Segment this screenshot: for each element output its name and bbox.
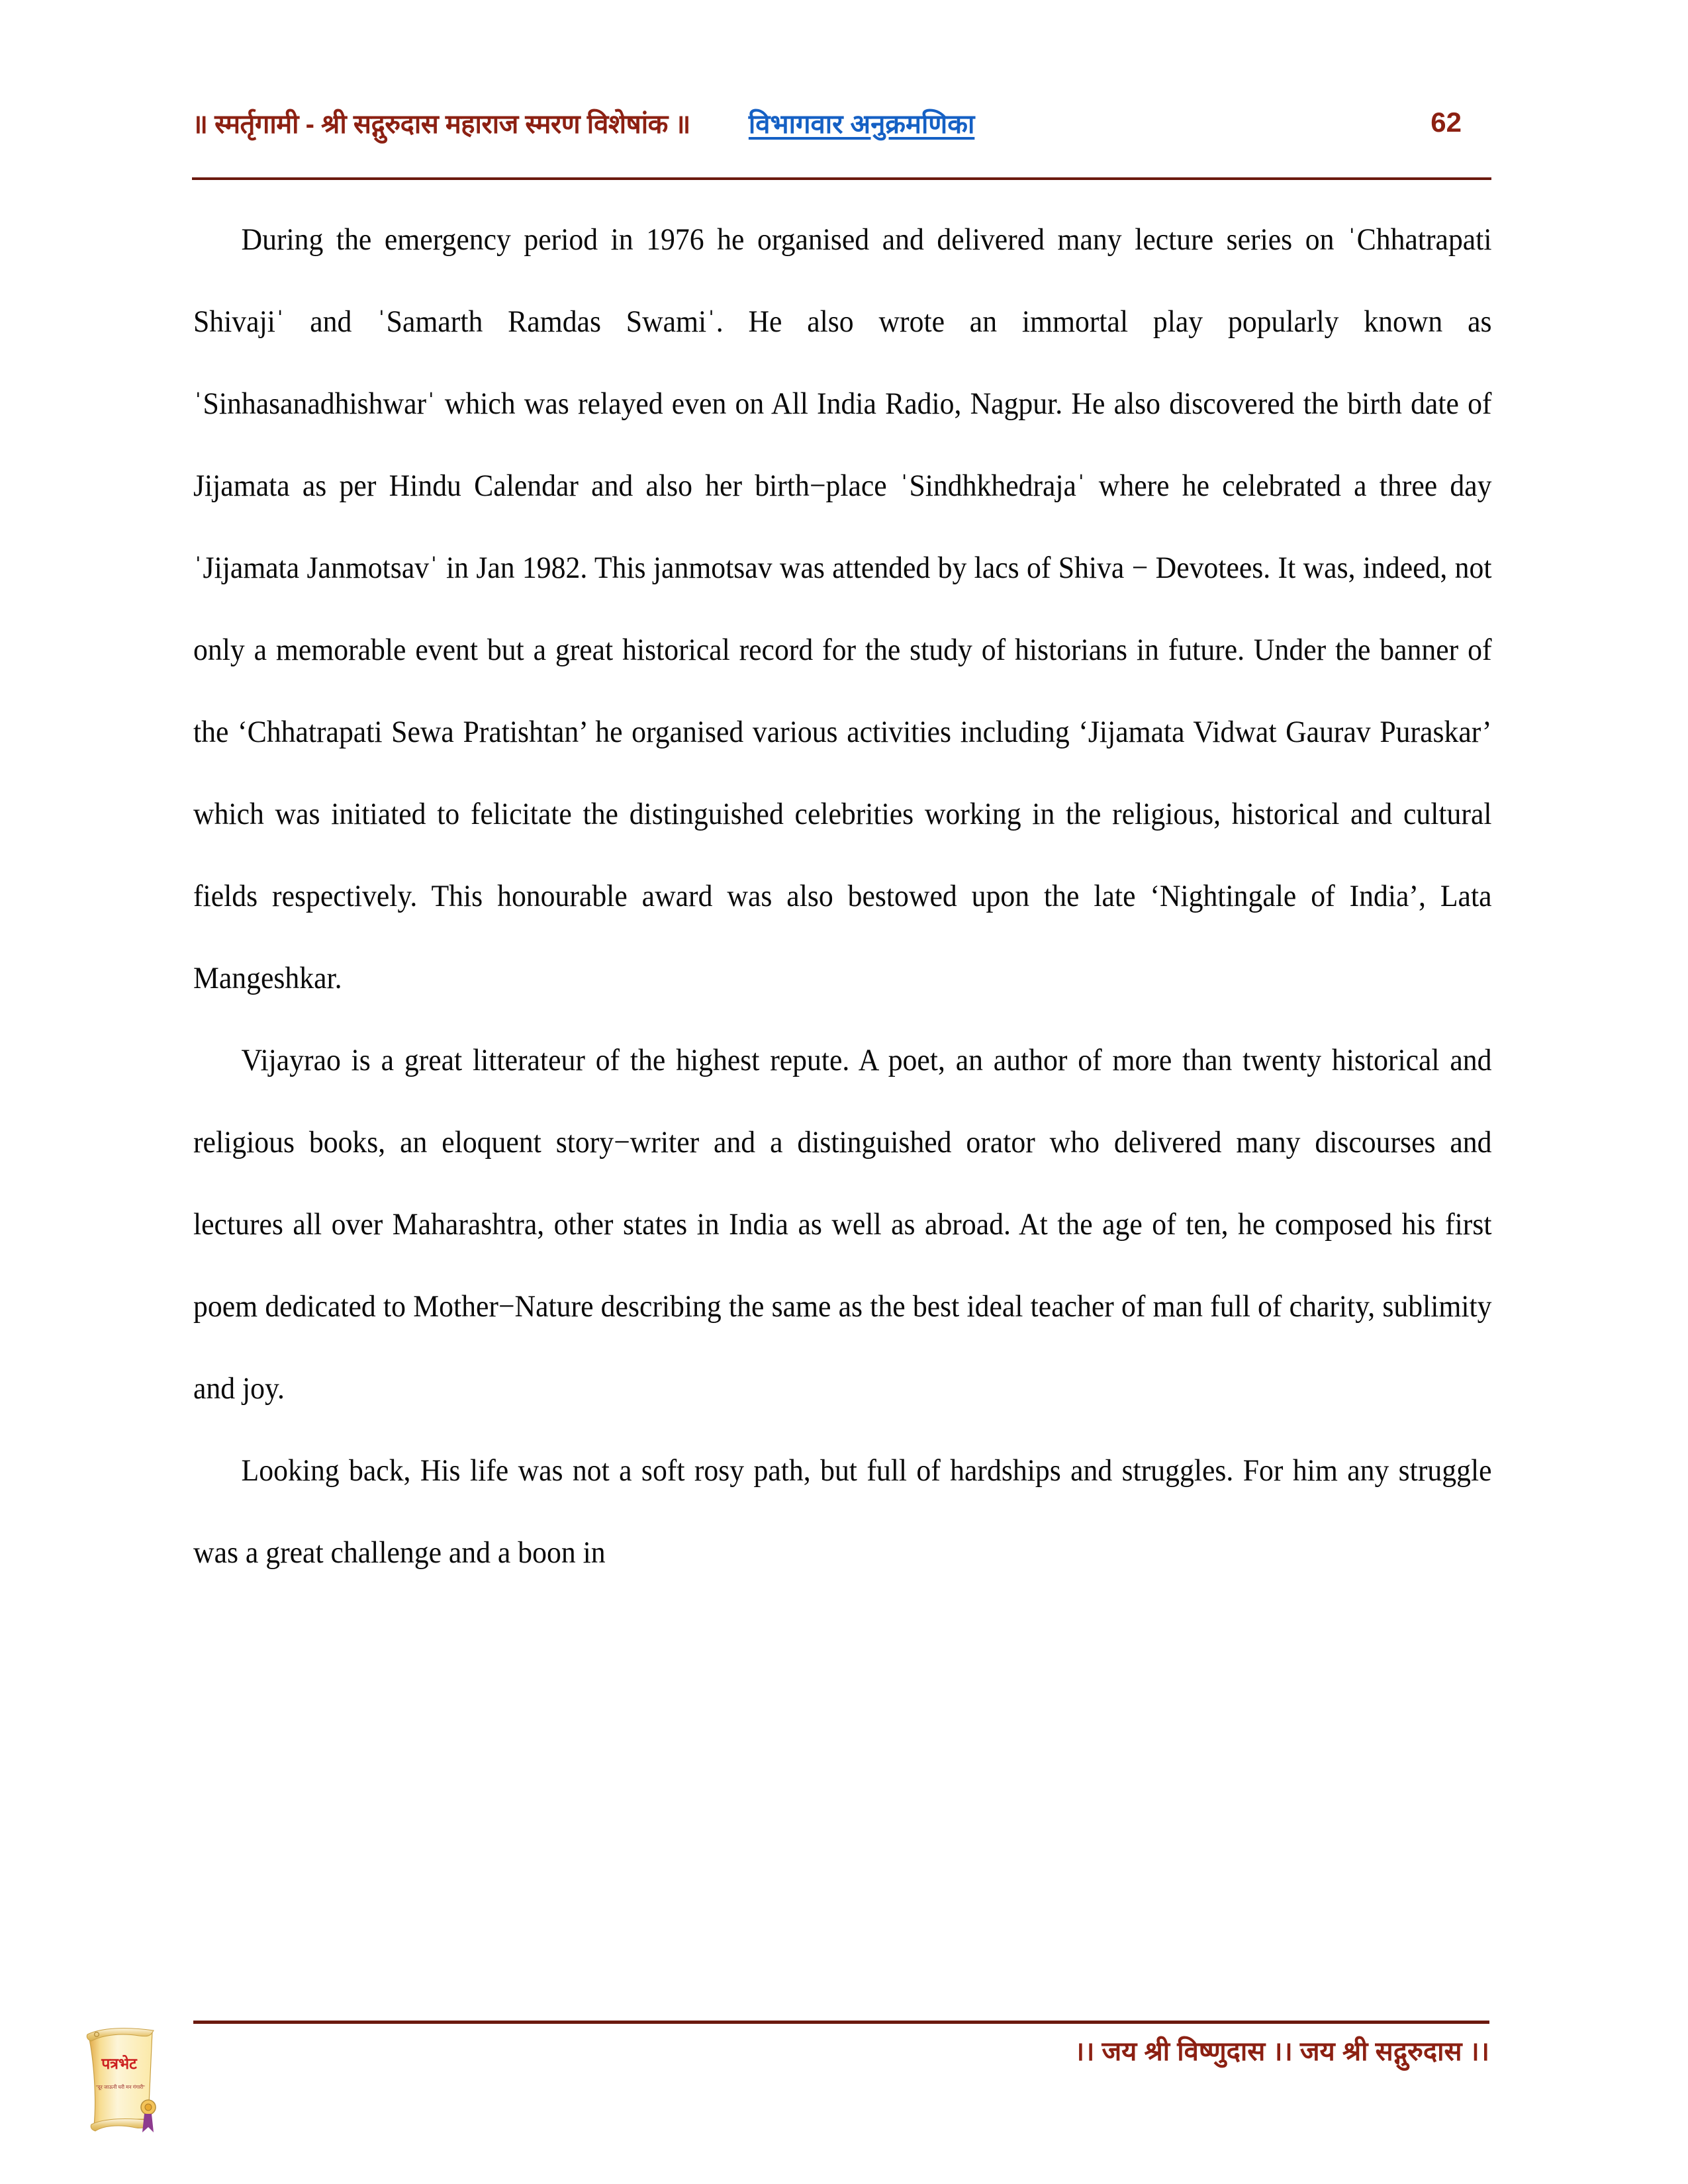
header-divider (192, 177, 1491, 180)
paragraph-2-text: Vijayrao is a great litterateur of the highest repute. A poet, an author of more than twenty historical and religious books, an eloquent story−writer and a distinguished orator who delivered many discourses and lectures all over Maharashtra, other states in India as well as abroad. At the age of ten, he composed his first poem dedicated to Mother−Nature describing the same as the best ideal teacher of man full of charity, sublimity and joy. (193, 1043, 1492, 1406)
footer-divider (193, 2021, 1489, 2024)
logo-seal-center-icon (145, 2104, 152, 2111)
footer-blessing: ।। जय श्री विष्णुदास ।। जय श्री सद्गुरुदास ।। (1074, 2037, 1489, 2066)
paragraph-2 (193, 1019, 1492, 1430)
page-header (192, 96, 1489, 149)
paragraph-1-text: During the emergency period in 1976 he organised and delivered many lecture series on ˈChhatrapati Shivajiˈ and ˈSamarth Ramdas Swamiˈ. He also wrote an immortal play popularly known as ˈSinhasanadhishwarˈ which was relayed even on All India Radio, Nagpur. He also discovered the birth date of Jijamata as per Hindu Calendar and also her birth−place ˈSindhkhedrajaˈ where he celebrated a three day ˈJijamata Janmotsavˈ in Jan 1982. This janmotsav was attended by lacs of Shiva − Devotees. It was, indeed, not only a memorable event but a great historical record for the study of historians in future. Under the banner of the ‘Chhatrapati Sewa Pratishtan’ he organised various activities including ‘Jijamata Vidwat Gaurav Puraskar’ which was initiated to felicitate the distinguished celebrities working in the religious, historical and cultural fields respectively. This honourable award was also bestowed upon the late ‘Nightingale of India’, Lata Mangeshkar. (193, 222, 1492, 995)
body-content (193, 199, 1492, 1594)
logo-title: पत्रभेट (101, 2055, 137, 2072)
vibhagwar-anukramanika-link[interactable]: विभागवार अनुक्रमणिका (748, 109, 975, 139)
paragraph-1 (193, 199, 1492, 1019)
paragraph-3 (193, 1430, 1492, 1594)
patrabhet-scroll-logo[interactable] (74, 2020, 167, 2136)
header-title: ॥ स्मर्तृगामी - श्री सद्गुरुदास महाराज स्मरण विशेषांक ॥ (192, 109, 690, 139)
paragraph-3-text: Looking back, His life was not a soft rosy path, but full of hardships and struggles. For him any struggle was a great challenge and a boon in (193, 1453, 1492, 1570)
logo-tagline: "दूर जाऊनी घरी मन गंगारी" (96, 2084, 145, 2090)
page-number: 62 (1430, 107, 1462, 138)
